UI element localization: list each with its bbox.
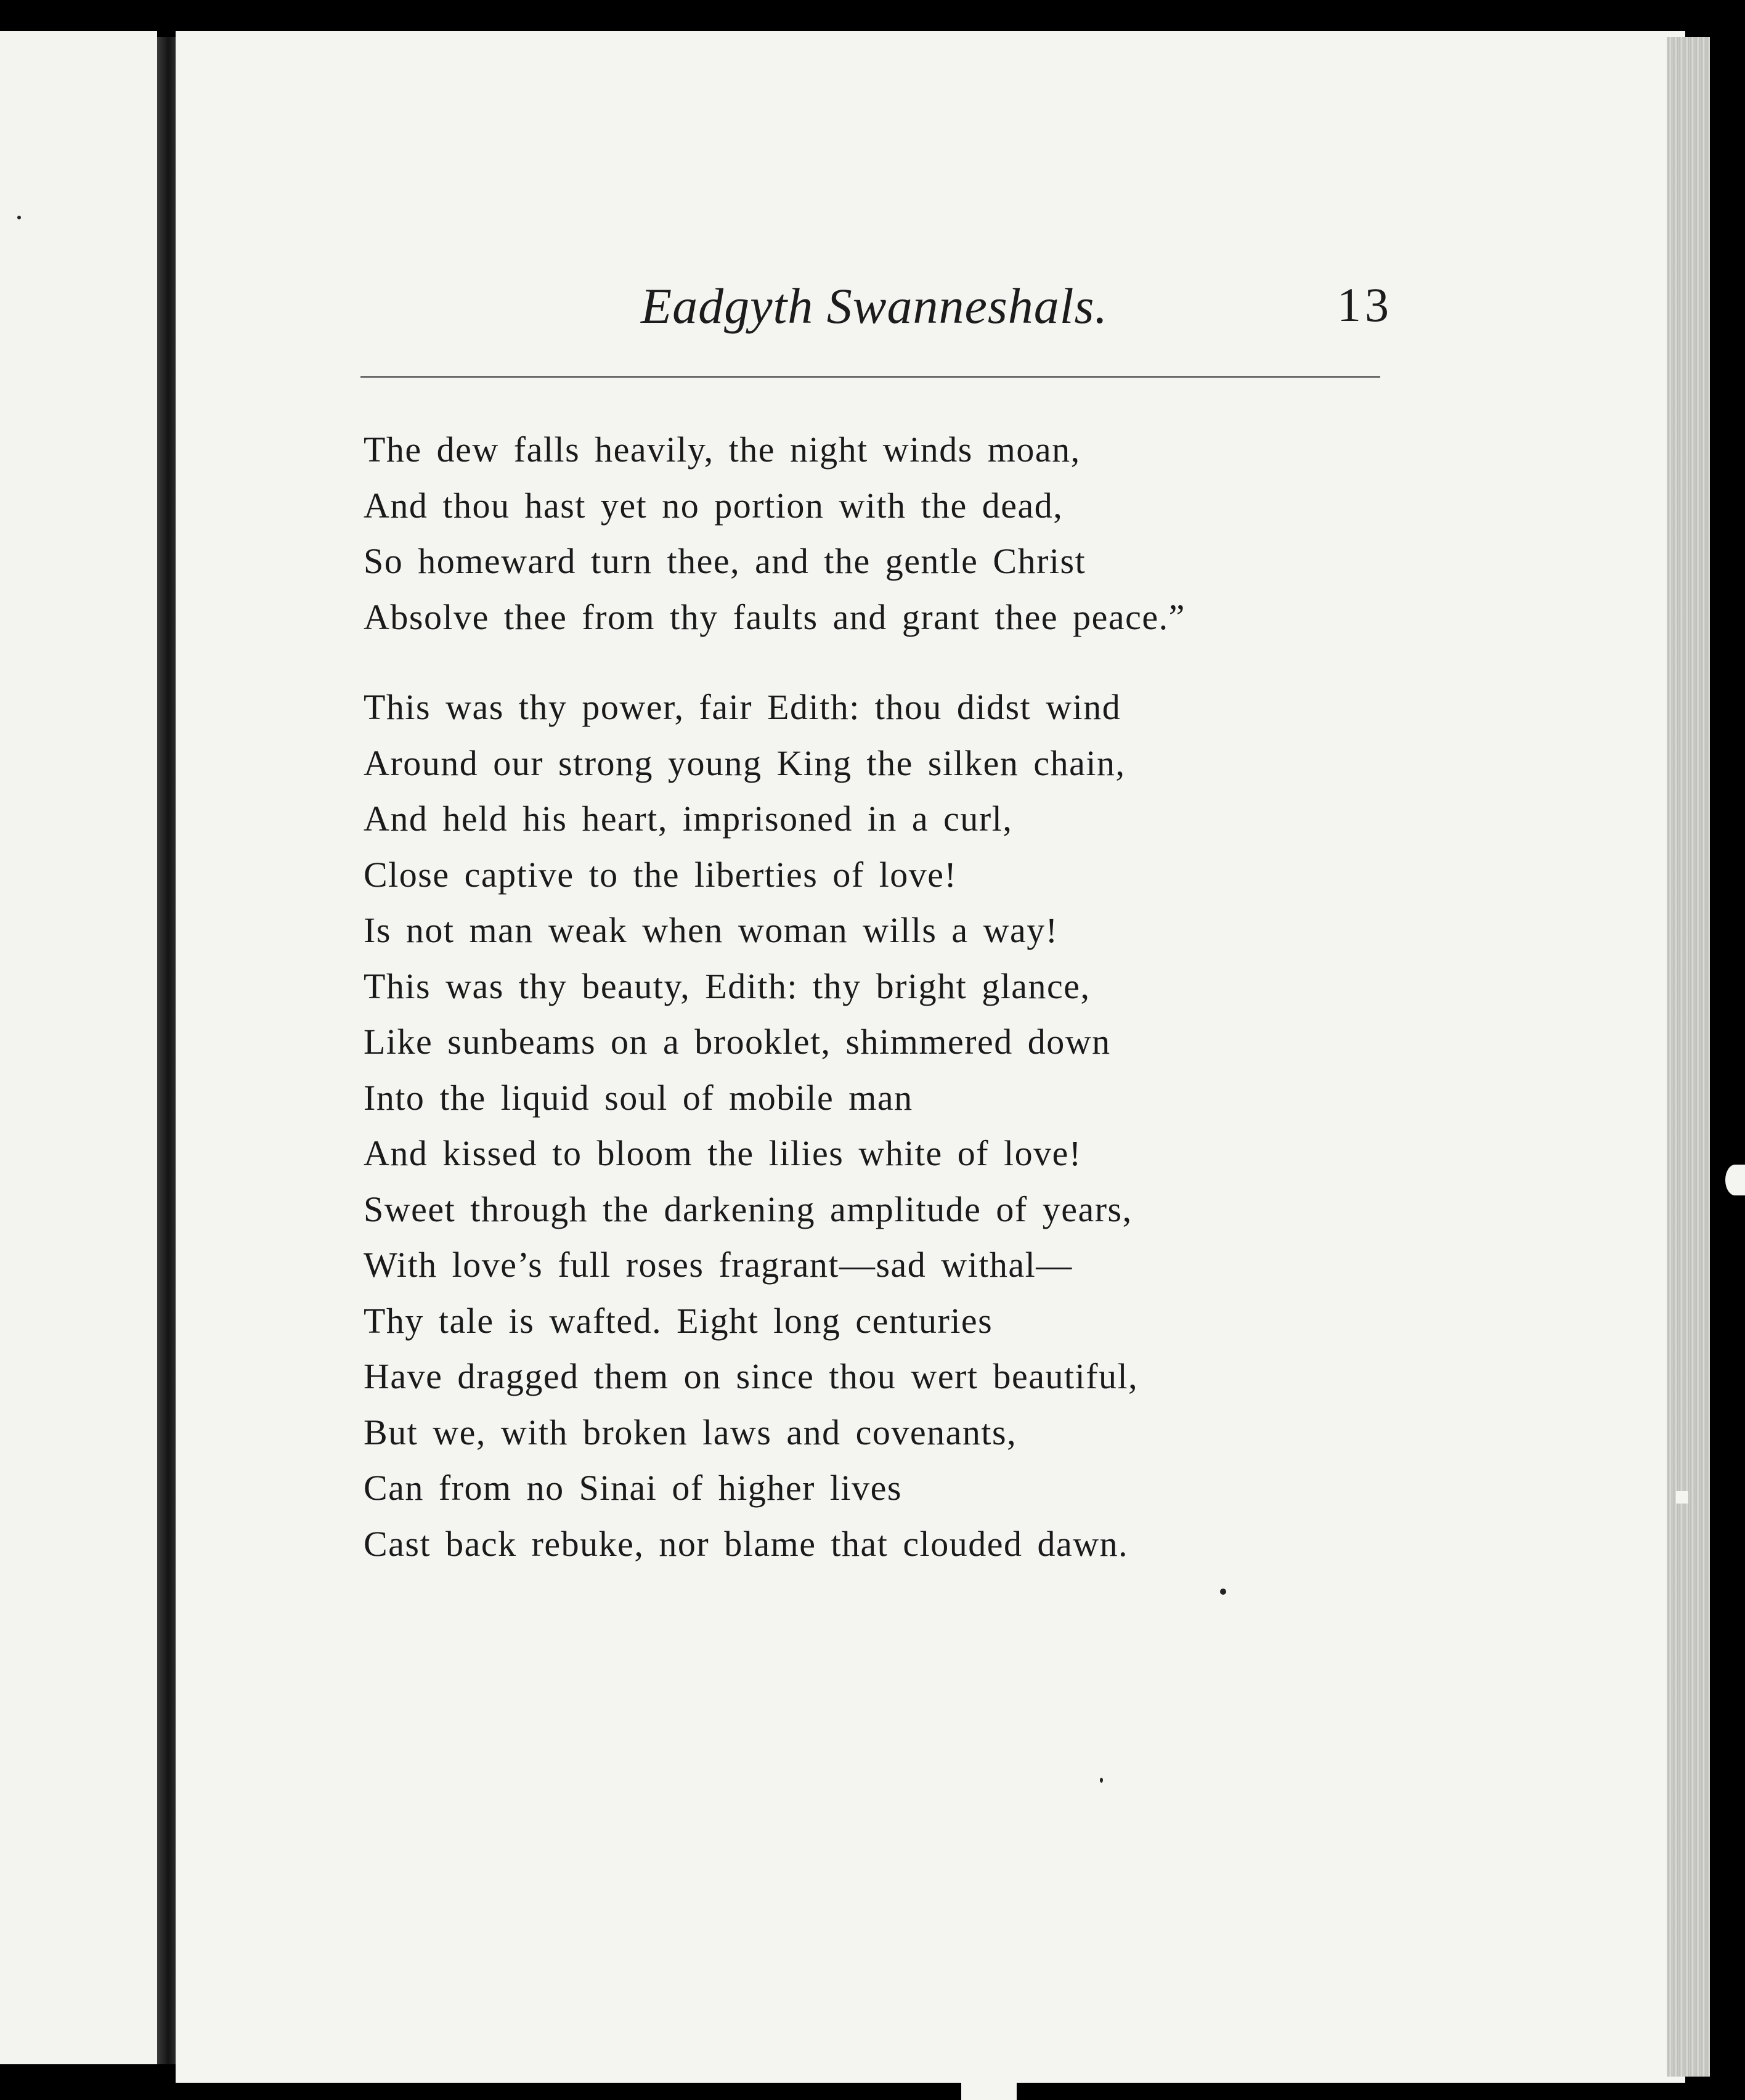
stanza	[364, 422, 1411, 645]
poem-line: This was thy power, fair Edith: thou didst wind	[364, 687, 1121, 727]
poem-text	[364, 422, 1411, 1572]
poem-line: With love’s full roses fragrant—sad withal—	[364, 1245, 1073, 1285]
poem-line: Have dragged them on since thou wert beautiful,	[364, 1356, 1139, 1396]
poem-line: The dew falls heavily, the night winds moan,	[364, 429, 1081, 470]
poem-line: Can from no Sinai of higher lives	[364, 1468, 902, 1508]
poem-line: Cast back rebuke, nor blame that clouded dawn.	[364, 1523, 1129, 1564]
running-header	[641, 277, 1393, 351]
scan-notch	[1725, 1165, 1745, 1195]
poem-line: Close captive to the liberties of love!	[364, 854, 958, 895]
header-rule	[360, 376, 1380, 378]
scan-speck	[17, 216, 21, 219]
poem-line: Is not man weak when woman wills a way!	[364, 910, 1059, 950]
poem-line: Into the liquid soul of mobile man	[364, 1077, 913, 1118]
poem-line: And kissed to bloom the lilies white of love!	[364, 1133, 1082, 1173]
poem-line: Around our strong young King the silken chain,	[364, 743, 1126, 783]
stanza	[364, 680, 1411, 1572]
poem-line: This was thy beauty, Edith: thy bright glance,	[364, 966, 1091, 1006]
poem-line: Absolve thee from thy faults and grant thee peace.”	[364, 596, 1186, 637]
scan-notch	[961, 2080, 1017, 2100]
poem-line: So homeward turn thee, and the gentle Christ	[364, 541, 1086, 581]
running-title: Eadgyth Swanneshals.	[641, 278, 1108, 334]
scan-speck	[1220, 1589, 1226, 1595]
poem-line: Thy tale is wafted. Eight long centuries	[364, 1300, 993, 1341]
scan-speck	[1100, 1778, 1103, 1783]
scan-notch	[1676, 1491, 1688, 1504]
poem-line: But we, with broken laws and covenants,	[364, 1412, 1017, 1452]
book-gutter	[157, 37, 176, 2064]
poem-line: Like sunbeams on a brooklet, shimmered down	[364, 1022, 1111, 1062]
poem-line: Sweet through the darkening amplitude of years,	[364, 1189, 1133, 1229]
poem-line: And held his heart, imprisoned in a curl,	[364, 799, 1013, 839]
poem-line: And thou hast yet no portion with the dead,	[364, 485, 1064, 526]
page-edges	[1667, 37, 1710, 2077]
page-number: 13	[1337, 278, 1393, 332]
left-page-edge	[0, 31, 157, 2064]
